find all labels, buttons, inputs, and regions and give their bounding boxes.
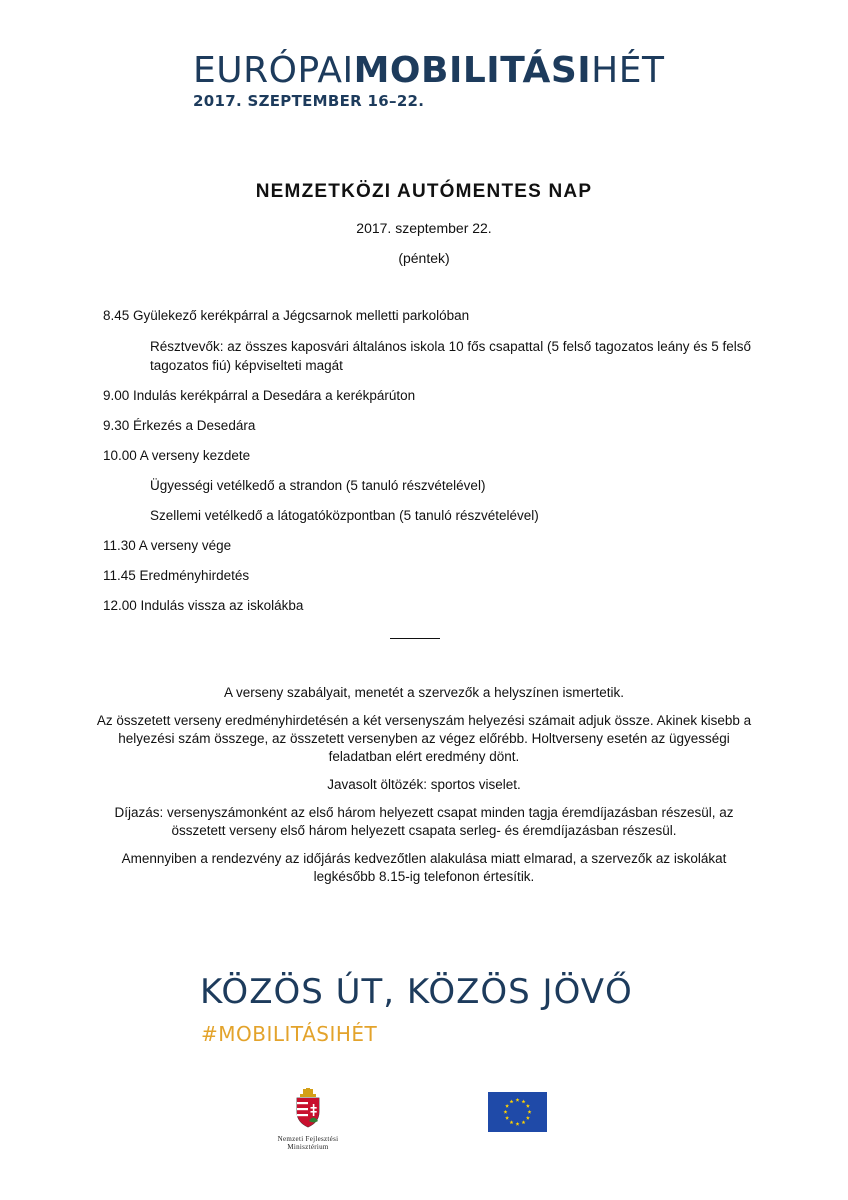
rules-section — [90, 684, 758, 896]
schedule-subitem: Szellemi vetélkedő a látogatóközpontban (5 tanuló részvételével) — [150, 508, 539, 523]
event-date: 2017. szeptember 22. — [356, 220, 492, 236]
logo-part-europai: EURÓPAI — [193, 50, 354, 91]
campaign-hashtag: #MOBILITÁSIHÉT — [201, 1022, 378, 1046]
schedule-item: 12.00 Indulás vissza az iskolákba — [103, 598, 304, 613]
ministry-logo — [258, 1088, 358, 1151]
schedule-subitem: Résztvevők: az összes kaposvári általános iskola 10 fős csapattal (5 felső tagozatos leány és 5 felső tagozatos fiú) képviselteti magát — [150, 339, 752, 373]
rules-paragraph: Díjazás: versenyszámonként az első három helyezett csapat minden tagja éremdíjazásban részesül, az összetett verseny első három helyezett csapata serleg- és éremdíjazásban részesül. — [114, 805, 734, 838]
campaign-slogan: KÖZÖS ÚT, KÖZÖS JÖVŐ — [200, 972, 633, 1012]
schedule-item: 10.00 A verseny kezdete — [103, 448, 251, 463]
logo-part-het: HÉT — [591, 50, 665, 91]
logo-title — [193, 52, 664, 90]
ministry-name-line2: Minisztérium — [287, 1143, 329, 1151]
schedule-item: 9.30 Érkezés a Desedára — [103, 418, 256, 433]
event-weekday: (péntek) — [398, 250, 450, 266]
rules-paragraph: Az összetett verseny eredményhirdetésén a két versenyszám helyezési számait adjuk össze. Akinek kisebb a helyezési szám összege, az összetett versenyben az végez előrébb. Holtverseny esetén az ügyességi feladatban elért eredmény dönt. — [96, 713, 752, 764]
schedule-item: 9.00 Indulás kerékpárral a Desedára a kerékpárúton — [103, 388, 416, 403]
schedule-item: 8.45 Gyülekező kerékpárral a Jégcsarnok melletti parkolóban — [103, 308, 470, 323]
section-divider — [390, 638, 440, 639]
event-logo — [193, 52, 664, 110]
schedule-item: 11.45 Eredményhirdetés — [103, 568, 250, 583]
document-title: NEMZETKÖZI AUTÓMENTES NAP — [255, 181, 593, 202]
logo-date: 2017. SZEPTEMBER 16–22. — [193, 92, 425, 110]
schedule-item: 11.30 A verseny vége — [103, 538, 232, 553]
ministry-name-line1: Nemzeti Fejlesztési — [277, 1135, 339, 1143]
schedule-subitem: Ügyességi vetélkedő a strandon (5 tanuló részvételével) — [150, 478, 486, 493]
ministry-name — [258, 1135, 358, 1151]
rules-paragraph: Javasolt öltözék: sportos viselet. — [327, 777, 521, 792]
hungarian-coat-of-arms-icon — [294, 1088, 322, 1128]
rules-paragraph: Amennyiben a rendezvény az időjárás kedvezőtlen alakulása miatt elmarad, a szervezők az iskolákat legkésőbb 8.15-ig telefonon értesítik. — [121, 851, 727, 884]
eu-flag-icon — [488, 1092, 547, 1132]
logo-part-mobilitasi: MOBILITÁSI — [353, 50, 592, 91]
rules-paragraph: A verseny szabályait, menetét a szervezők a helyszínen ismertetik. — [224, 685, 624, 700]
schedule-list — [103, 307, 753, 627]
